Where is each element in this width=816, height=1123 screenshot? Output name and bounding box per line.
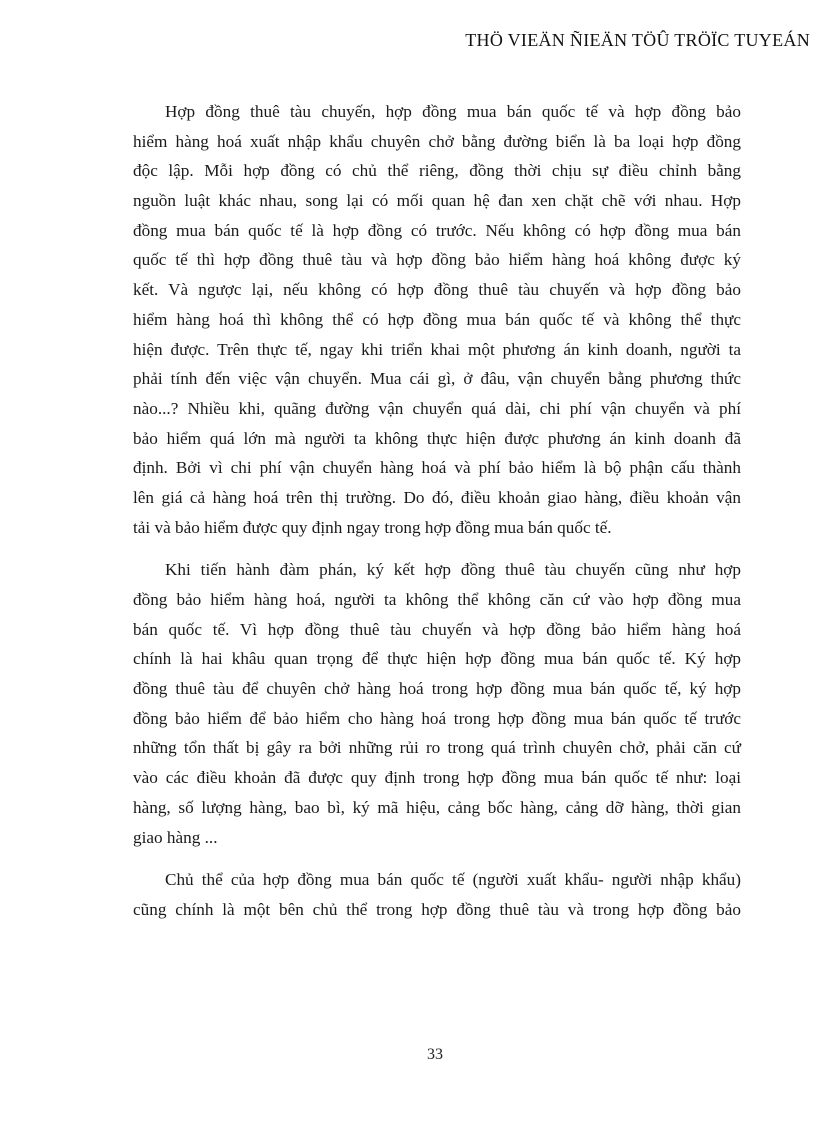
paragraph-1-line-11: nào...? Nhiều khi, quãng đường vận chuyển quá dài, chi phí vận chuyển và phí (133, 398, 741, 418)
paragraph-2-line-4: chính là hai khâu quan trọng để thực hiện hợp đồng mua bán quốc tế. Ký hợp (133, 649, 741, 669)
paragraph-2-line-8: vào các điều khoản đã được quy định trong hợp đồng mua bán quốc tế như: loại (133, 768, 741, 788)
paragraph-1-line-2: hiểm hàng hoá xuất nhập khẩu chuyên chở bằng đường biển là ba loại hợp đồng (133, 131, 741, 151)
paragraph-1-line-12: bảo hiểm quá lớn mà người ta không thực hiện được phương án kinh doanh đã (133, 428, 741, 448)
paragraph-1-line-10: phải tính đến việc vận chuyển. Mua cái gì, ở đâu, vận chuyển bằng phương thức (133, 369, 741, 389)
paragraph-2-line-10: giao hàng ... (133, 827, 218, 847)
paragraph-spacer (133, 852, 741, 865)
paragraph-2-line-5: đồng thuê tàu để chuyên chở hàng hoá trong hợp đồng mua bán quốc tế, ký hợp (133, 679, 741, 699)
paragraph-3-line-2: cũng chính là một bên chủ thể trong hợp đồng thuê tàu và trong hợp đồng bảo (133, 899, 741, 919)
paragraph-1-line-3: độc lập. Mỗi hợp đồng có chủ thể riêng, đồng thời chịu sự điều chỉnh bằng (133, 161, 741, 181)
document-body (133, 97, 741, 925)
page-number: 33 (427, 1046, 443, 1063)
paragraph-2-line-7: những tổn thất bị gây ra bởi những rủi ro trong quá trình chuyên chở, phải căn cứ (133, 738, 741, 758)
paragraph-1-line-1: Hợp đồng thuê tàu chuyến, hợp đồng mua bán quốc tế và hợp đồng bảo (165, 102, 741, 121)
paragraph-1-line-5: đồng mua bán quốc tế là hợp đồng có trước. Nếu không có hợp đồng mua bán (133, 220, 741, 240)
paragraph-2-line-6: đồng bảo hiểm để bảo hiểm cho hàng hoá trong hợp đồng mua bán quốc tế trước (133, 708, 741, 728)
paragraph-1-line-9: hiện được. Trên thực tế, ngay khi triển khai một phương án kinh doanh, người ta (133, 339, 741, 359)
paragraph-spacer (133, 542, 741, 555)
page-header-title: THÖ VIEÄN ÑIEÄN TÖÛ TRÖÏC TUYEÁN (465, 30, 810, 50)
paragraph-1-line-15: tải và bảo hiểm được quy định ngay trong hợp đồng mua bán quốc tế. (133, 517, 612, 537)
paragraph-2-line-1: Khi tiến hành đàm phán, ký kết hợp đồng thuê tàu chuyến cũng như hợp (165, 560, 741, 580)
paragraph-1-line-13: định. Bởi vì chi phí vận chuyển hàng hoá và phí bảo hiểm là bộ phận cấu thành (133, 458, 741, 478)
paragraph-2-line-9: hàng, số lượng hàng, bao bì, ký mã hiệu, cảng bốc hàng, cảng dỡ hàng, thời gian (133, 797, 741, 817)
paragraph-1-line-7: kết. Và ngược lại, nếu không có hợp đồng thuê tàu chuyến và hợp đồng bảo (133, 280, 741, 300)
paragraph-3-line-1: Chủ thể của hợp đồng mua bán quốc tế (người xuất khẩu- người nhập khẩu) (165, 870, 741, 890)
paragraph-2-line-2: đồng bảo hiểm hàng hoá, người ta không thể không căn cứ vào hợp đồng mua (133, 590, 741, 609)
paragraph-1-line-4: nguồn luật khác nhau, song lại có mối quan hệ đan xen chặt chẽ với nhau. Hợp (133, 191, 741, 211)
paragraph-2-line-3: bán quốc tế. Vì hợp đồng thuê tàu chuyến và hợp đồng bảo hiểm hàng hoá (133, 619, 741, 639)
paragraph-1-line-8: hiểm hàng hoá thì không thể có hợp đồng mua bán quốc tế và không thể thực (133, 309, 741, 329)
paragraph-1-line-14: lên giá cả hàng hoá trên thị trường. Do đó, điều khoản giao hàng, điều khoản vận (133, 487, 741, 507)
paragraph-1-line-6: quốc tế thì hợp đồng thuê tàu và hợp đồng bảo hiểm hàng hoá không được ký (133, 250, 741, 270)
